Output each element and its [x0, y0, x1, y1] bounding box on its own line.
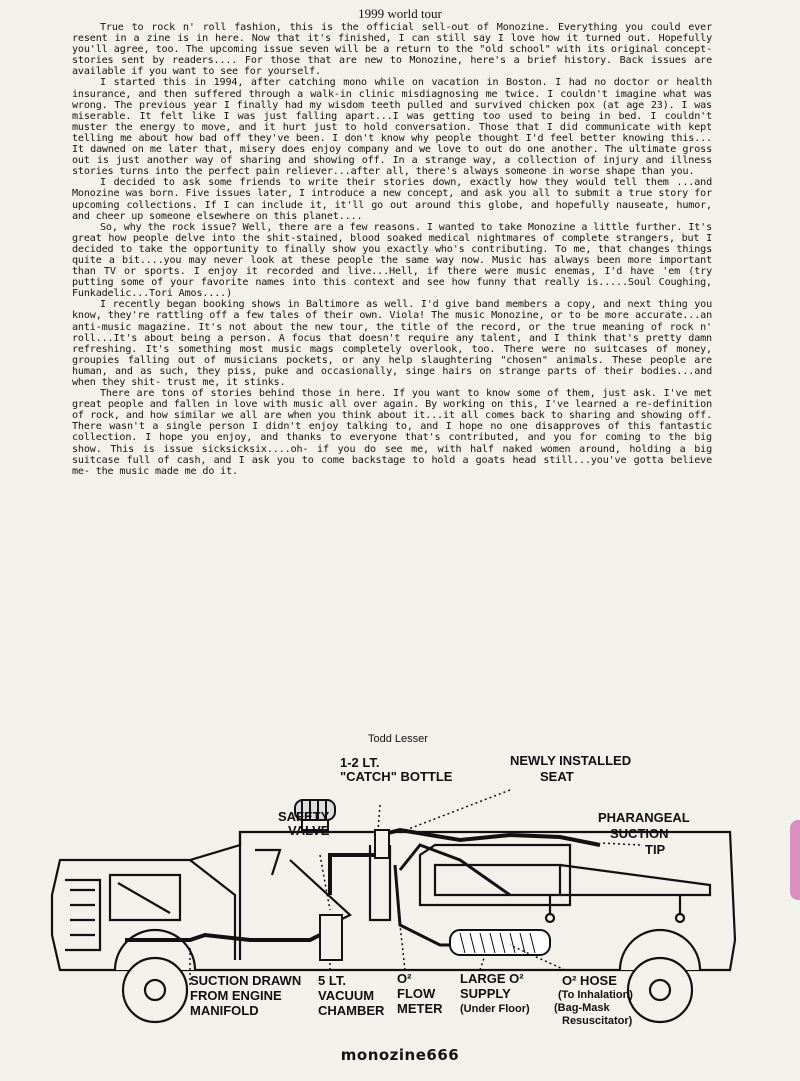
- o2-hose-label-3: (Bag-Mask: [554, 1002, 610, 1014]
- catch-bottle-label-2: "CATCH" BOTTLE: [340, 769, 453, 784]
- safety-valve-label-2: VALVE: [288, 823, 330, 838]
- pharangeal-label-1: PHARANGEAL: [598, 810, 690, 825]
- safety-valve-label-1: SAFETY: [278, 809, 330, 824]
- zine-footer: monozine666: [340, 1046, 460, 1064]
- flow-meter-label-3: METER: [397, 1001, 443, 1016]
- flow-meter-label-1: O²: [397, 971, 412, 986]
- pharangeal-label-3: TIP: [645, 842, 666, 857]
- suction-drawn-label-2: FROM ENGINE: [190, 988, 282, 1003]
- newly-installed-label-1: NEWLY INSTALLED: [510, 753, 632, 768]
- vacuum-chamber-label-3: CHAMBER: [318, 1003, 385, 1018]
- suction-drawn-label-3: MANIFOLD: [190, 1003, 259, 1018]
- pharangeal-label-2: SUCTION: [610, 826, 669, 841]
- paragraph: So, why the rock issue? Well, there are a few reasons. I wanted to take Monozine a little further. It's great how people delve into the shit-stained, blood soaked medical nightmares of complete strangers, but I decided to take the opportunity to finally show you exactly who's contributing. To me, that changes things quite a bit....you may never look at these people the same way now. Music has always been more important than TV or sports. I enjoy it recorded and live...Hell, if there were music enemas, I'd have 'em (try putting some of your favorite names into this context and see how funny that really is.....Soul Coughing, Funkadelic...Tori Amos....): [72, 221, 712, 300]
- suction-hose-icon: [125, 830, 600, 940]
- large-o2-label-1: LARGE O²: [460, 971, 524, 986]
- ambulance-diagram: [40, 745, 750, 1035]
- page-edge-mark: [790, 820, 800, 900]
- paragraph: True to rock n' roll fashion, this is the official sell-out of Monozine. Everything you could ever resent in a zine is in here. Now that it's finished, I can still say I love how it turned out. Hopefully you'll agree, too. The upcoming issue seven will be a return to the "old school" with its original concept- stories sent by readers.... For those that are new to Monozine, here's a brief history. Back issues are available if you want to see for yourself.: [72, 22, 712, 78]
- paragraph: I started this in 1994, after catching mono while on vacation in Boston. I had no doctor or health insurance, and then suffered through a walk-in clinic misdiagnosing me twice. I couldn't imagine what was wrong. The previous year I finally had my wisdom teeth pulled and survived chicken pox (at age 23). I was miserable. It felt like I was just falling apart...I was getting too used to being in bed. I couldn't muster the energy to move, and it hurt just to hold conversation. Those that I did communicate with kept telling me about how bad off they've been. I don't know why people thought I'd feel better knowing this... It dawned on me later that, misery does enjoy company and we love to out do one another. The ultimate gross out is just another way of sharing and showing off. In a strange way, a collection of injury and illness stories turns into the perfect pain reliever...after all, there's always someone in worse shape than you.: [72, 77, 712, 178]
- newly-installed-label-2: SEAT: [540, 769, 574, 784]
- o2-hose-label-4: Resuscitator): [562, 1015, 633, 1027]
- paragraph: I decided to ask some friends to write their stories down, exactly how they would tell them ...and Monozine was born. Five issues later, I introduce a new concept, and ask you all to submit a true story for upcoming collections. If I can include it, it'll go out around this globe, and hopefully nauseate, humor, and cheer up someone elsewhere on this planet....: [72, 177, 712, 222]
- wheel-icon: [620, 930, 700, 1022]
- large-o2-label-2: SUPPLY: [460, 986, 511, 1001]
- article-body: [72, 22, 712, 477]
- large-o2-label-3: (Under Floor): [460, 1003, 530, 1015]
- leader-lines: [190, 790, 640, 985]
- vacuum-chamber-label-1: 5 LT.: [318, 973, 346, 988]
- o2-hose-label-2: (To Inhalation): [558, 989, 633, 1001]
- vacuum-chamber-label-2: VACUUM: [318, 988, 375, 1003]
- o2-hose-label-1: O² HOSE: [562, 973, 617, 988]
- paragraph: There are tons of stories behind those in here. If you want to know some of them, just ask. I've met great people and fallen in love with music all over again. By working on this, I've learned a re-definition of rock, and how similar we all are when you think about it...it all comes back to sharing and showing off. There wasn't a single person I didn't enjoy talking to, and I hope no one disapproves of this fantastic collection. I hope you enjoy, and thanks to everyone that's contributed, and you for coming to the big show. This is issue sicksicksix....oh- if you do see me, with half naked women around, holding a big suitcase full of cash, and I ask you to come backstage to hold a goats head still...you've gotta believe me- the music made me do it.: [72, 388, 712, 477]
- catch-bottle-icon: [375, 830, 389, 858]
- wheel-icon: [115, 930, 195, 1022]
- page-header: 1999 world tour: [358, 6, 442, 21]
- author-signature: Todd Lesser: [368, 733, 428, 745]
- suction-drawn-label-1: SUCTION DRAWN: [190, 973, 302, 988]
- paragraph: I recently began booking shows in Baltimore as well. I'd give band members a copy, and next thing you know, they're rattling off a few tales of their own. Viola! The music Monozine, or to be more accurate...an anti-music magazine. It's not about the new tour, the title of the record, or the true meaning of rock n' roll...It's about being a person. A focus that doesn't require any talent, and I think that's pretty damn refreshing. It's something most music mags completely overlook, too. There were no suitcases of money, groupies falling out of musicians pockets, or any help slaughtering "chosen" animals. These people are human, and as such, they piss, puke and occasionally, singe hairs on strange parts of their bodies...and when they shit- trust me, it stinks.: [72, 299, 712, 388]
- catch-bottle-label-1: 1-2 LT.: [340, 755, 380, 770]
- flow-meter-label-2: FLOW: [397, 986, 436, 1001]
- vacuum-chamber-icon: [320, 915, 342, 960]
